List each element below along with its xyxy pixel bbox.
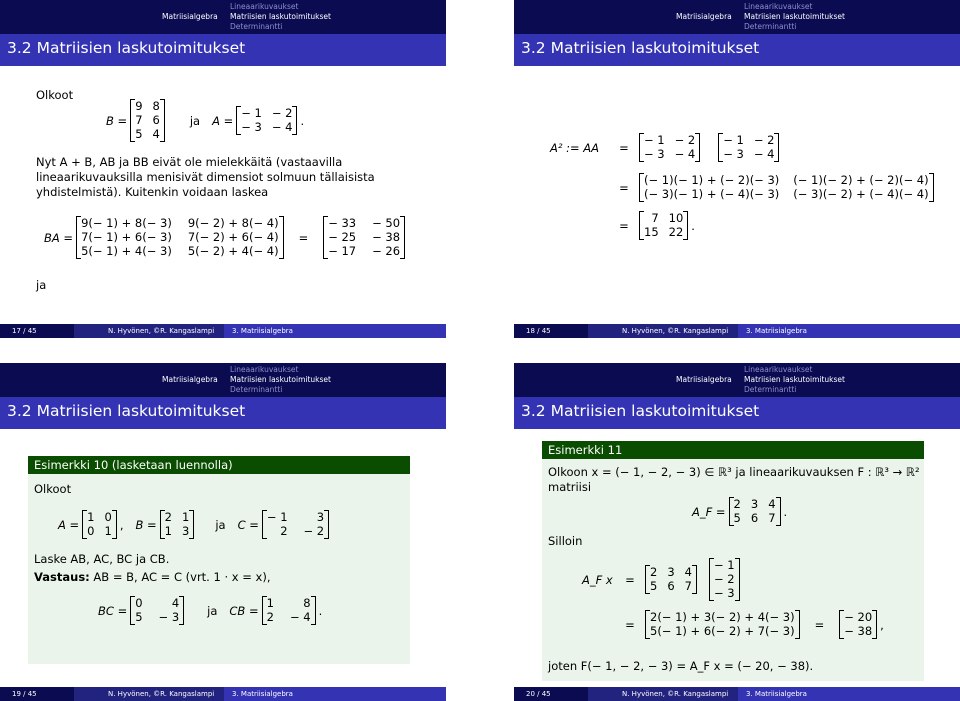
slide-title-bar (514, 34, 960, 66)
nav-subsections (744, 365, 845, 394)
a-squared-row-3: = 7 10 15 22 . (619, 211, 695, 239)
slide-17 (0, 0, 446, 338)
footer-author: N. Hyvönen, ©R. Kangaslampi (74, 687, 224, 701)
matrix-b: 9 8 7 6 5 4 (130, 99, 165, 142)
navigation-bar (514, 0, 960, 34)
nav-sub-determinantti[interactable]: Determinantti (744, 384, 797, 394)
a-squared-label: A² := AA (550, 140, 600, 155)
ba-expression-matrix: 9(− 1) + 8(− 3) 9(− 2) + 8(− 4) 7(− 1) + 6(− 3) 7(− 2) + 6(− 4) 5(− 1) + 4(− 3) 5(− 2) + 4(− 4) (76, 216, 284, 259)
slide-19 (0, 363, 446, 701)
b-label: B = (135, 517, 157, 532)
navigation-bar (0, 0, 446, 34)
page-number: 19 / 45 (0, 687, 74, 701)
nav-sub-matriisien-laskutoimitukset[interactable]: Matriisien laskutoimitukset (230, 374, 331, 384)
olkoot-text: Olkoot (34, 482, 72, 496)
example-line-2: matriisi (548, 480, 592, 494)
slide-title-bar (514, 397, 960, 429)
nav-sub-determinantti[interactable]: Determinantti (230, 384, 283, 394)
a-squared-result-matrix: 7 10 15 22 (639, 211, 688, 240)
slide-title: 3.2 Matriisien laskutoimitukset (7, 39, 246, 57)
page-number: 17 / 45 (0, 324, 74, 338)
nav-sub-lineaarikuvaukset[interactable]: Lineaarikuvaukset (744, 365, 813, 374)
definition-row: B = 9 8 7 6 5 4 ja A = − 1 − 2 − 3 − 4 . (106, 99, 305, 141)
slide-title: 3.2 Matriisien laskutoimitukset (7, 402, 246, 420)
nav-section[interactable]: Matriisialgebra (162, 12, 218, 21)
navigation-bar (514, 363, 960, 397)
af-definition: A_F = 2 3 4 5 6 7 . (692, 497, 788, 525)
ja-text: ja (189, 113, 201, 128)
example-title: Esimerkki 11 (542, 441, 924, 459)
slide-title: 3.2 Matriisien laskutoimitukset (521, 39, 760, 57)
ja-text: ja (215, 517, 226, 532)
ja-end-text: ja (36, 278, 47, 292)
bc-cb-row: BC = 0 4 5 − 3 ja CB = 1 8 2 − 4 . (98, 596, 323, 624)
footer (0, 687, 446, 701)
footer-author: N. Hyvönen, ©R. Kangaslampi (588, 687, 738, 701)
nav-subsections (744, 2, 845, 31)
afx-row-1: A_F x = 2 3 4 5 6 7 − 1 − 2 − 3 (582, 558, 743, 601)
matrix-af: 2 3 4 5 6 7 (729, 497, 781, 526)
footer-section: 3. Matriisialgebra (738, 324, 960, 338)
page-number: 20 / 45 (514, 687, 588, 701)
silloin-text: Silloin (548, 534, 583, 548)
answer-text: AB = B, AC = C (vrt. 1 · x = x), (93, 570, 271, 584)
footer-section: 3. Matriisialgebra (738, 687, 960, 701)
b-label: B = (106, 113, 128, 128)
footer-section: 3. Matriisialgebra (224, 324, 446, 338)
a-squared-row-2: = (− 1)(− 1) + (− 2)(− 3) (− 1)(− 2) + (− 2)(− 4) (− 3)(− 1) + (− 4)(− 3) (− 3)(− 2) + (− 4)(− 4) (612, 173, 937, 202)
footer-author: N. Hyvönen, ©R. Kangaslampi (588, 324, 738, 338)
nav-sub-matriisien-laskutoimitukset[interactable]: Matriisien laskutoimitukset (230, 11, 331, 21)
conclusion-text: joten F(− 1, − 2, − 3) = A_F x = (− 20, − 38). (548, 659, 814, 673)
slide-20 (514, 363, 960, 701)
answer-line (34, 570, 270, 585)
matrix-cb: 1 8 2 − 4 (262, 596, 316, 625)
a-squared-row-1: A² := AA = − 1 − 2 − 3 − 4 − 1 − 2 − 3 − 4 (550, 133, 782, 162)
example-line-1: Olkoon x = (− 1, − 2, − 3) ∈ ℝ³ ja lineaarikuvauksen F : ℝ³ → ℝ² (548, 465, 920, 479)
nav-subsections (230, 365, 331, 394)
footer (514, 687, 960, 701)
nav-section[interactable]: Matriisialgebra (162, 375, 218, 384)
a-label: A = (58, 517, 80, 532)
afx-row-2: = 2(− 1) + 3(− 2) + 4(− 3) 5(− 1) + 6(− 2) + 7(− 3) = − 20 − 38 , (625, 610, 884, 638)
navigation-bar (0, 363, 446, 397)
footer (514, 324, 960, 338)
paragraph-line: yhdistelmistä). Kuitenkin voidaan laskea (36, 185, 269, 199)
af-label: A_F = (692, 504, 726, 519)
matrix-bc: 0 4 5 − 3 (130, 596, 184, 625)
answer-label: Vastaus: (34, 570, 90, 584)
example-block (542, 441, 924, 681)
nav-sub-determinantti[interactable]: Determinantti (744, 21, 797, 31)
nav-sub-lineaarikuvaukset[interactable]: Lineaarikuvaukset (744, 2, 813, 11)
slide-title-bar (0, 397, 446, 429)
matrix-a-right: − 1 − 2 − 3 − 4 (718, 133, 779, 162)
nav-sub-determinantti[interactable]: Determinantti (230, 21, 283, 31)
a-squared-expression-matrix: (− 1)(− 1) + (− 2)(− 3) (− 1)(− 2) + (− 2)(− 4) (− 3)(− 1) + (− 4)(− 3) (− 3)(− 2) + (− 4)(− 4) (639, 173, 934, 202)
vector-x: − 1 − 2 − 3 (709, 558, 740, 601)
footer-author: N. Hyvönen, ©R. Kangaslampi (74, 324, 224, 338)
matrix-a: 1 0 0 1 (82, 510, 117, 539)
afx-label: A_F x (582, 572, 613, 587)
afx-result-vector: − 20 − 38 (839, 610, 877, 639)
ba-label: BA = (44, 230, 74, 245)
task-text: Laske AB, AC, BC ja CB. (34, 552, 170, 566)
nav-section[interactable]: Matriisialgebra (676, 375, 732, 384)
afx-expression-vector: 2(− 1) + 3(− 2) + 4(− 3) 5(− 1) + 6(− 2) + 7(− 3) (645, 610, 800, 639)
matrix-af-repeat: 2 3 4 5 6 7 (645, 565, 697, 594)
footer-section: 3. Matriisialgebra (224, 687, 446, 701)
slide-18 (514, 0, 960, 338)
cb-label: CB = (229, 603, 259, 618)
bc-label: BC = (98, 603, 128, 618)
matrix-c: − 1 3 2 − 2 (262, 510, 329, 539)
paragraph (36, 155, 375, 200)
slide-title: 3.2 Matriisien laskutoimitukset (521, 402, 760, 420)
nav-subsections (230, 2, 331, 31)
paragraph-line: lineaarikuvauksilla menisivät dimensiot solmuun tällaisista (36, 170, 375, 184)
paragraph-line: Nyt A + B, AB ja BB eivät ole mielekkäitä (vastaavilla (36, 155, 343, 169)
slide-title-bar (0, 34, 446, 66)
nav-sub-lineaarikuvaukset[interactable]: Lineaarikuvaukset (230, 2, 299, 11)
nav-section[interactable]: Matriisialgebra (676, 12, 732, 21)
matrix-b: 2 1 1 3 (160, 510, 195, 539)
ba-result-matrix: − 33 − 50 − 25 − 38 − 17 − 26 (323, 216, 405, 259)
a-label: A = (212, 113, 234, 128)
example-title: Esimerkki 10 (lasketaan luennolla) (28, 456, 410, 474)
matrix-a-left: − 1 − 2 − 3 − 4 (639, 133, 700, 162)
ba-computation: BA = 9(− 1) + 8(− 3) 9(− 2) + 8(− 4) 7(− 1) + 6(− 3) 7(− 2) + 6(− 4) 5(− 1) + 4(− 3) 5(− 2) + 4(− 4) = − 33 − 50 − 25 − 38 − 17 − 26 (44, 216, 408, 259)
nav-sub-matriisien-laskutoimitukset[interactable]: Matriisien laskutoimitukset (744, 374, 845, 384)
olkoot-text: Olkoot (36, 88, 74, 102)
c-label: C = (237, 517, 259, 532)
footer (0, 324, 446, 338)
nav-sub-matriisien-laskutoimitukset[interactable]: Matriisien laskutoimitukset (744, 11, 845, 21)
nav-sub-lineaarikuvaukset[interactable]: Lineaarikuvaukset (230, 365, 299, 374)
matrix-a: − 1 − 2 − 3 − 4 (236, 106, 297, 135)
definition-row: A = 1 0 0 1 , B = 2 1 1 3 ja C = − 1 3 2 − 2 (58, 510, 332, 539)
example-block (28, 456, 410, 664)
page-number: 18 / 45 (514, 324, 588, 338)
